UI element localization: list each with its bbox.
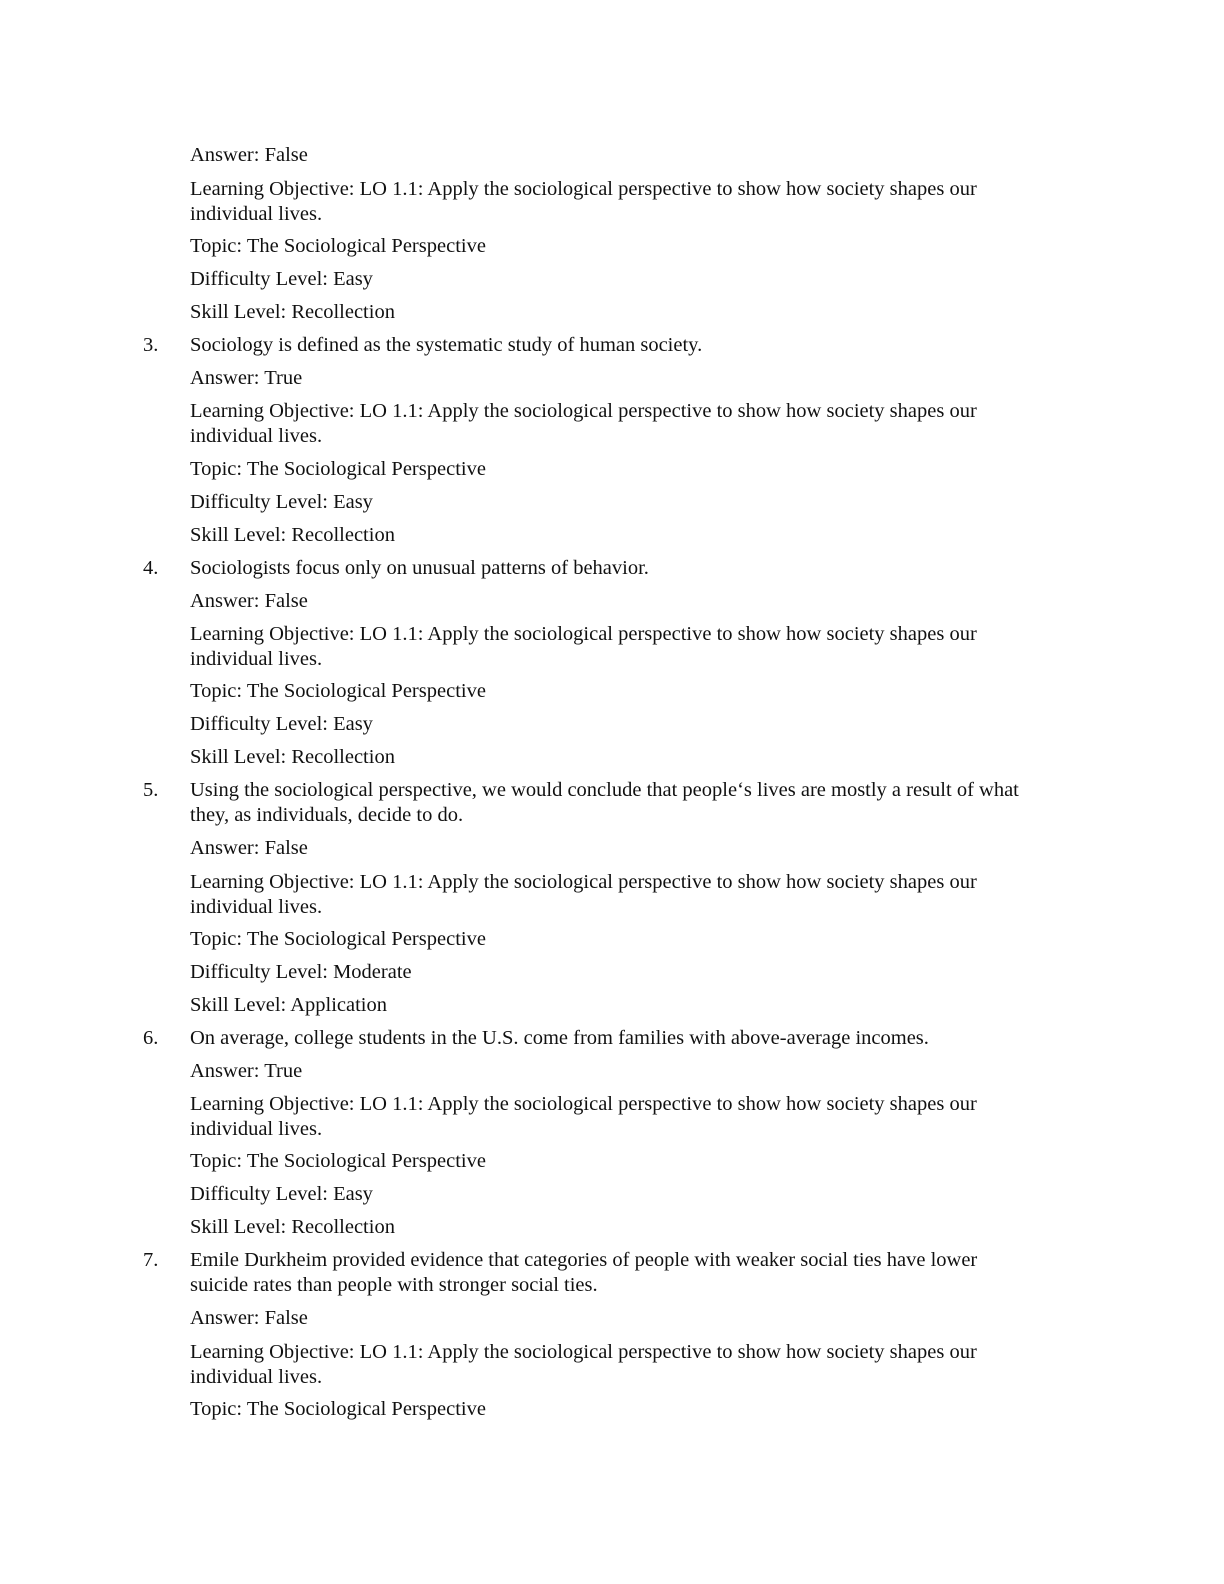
question-text: Sociology is defined as the systematic study of human society. [190, 334, 703, 356]
question-number: 3. [143, 334, 159, 356]
question-text: Emile Durkheim provided evidence that categories of people with weaker social ties have lower suicide rates than people with stronger social ties. [190, 1249, 978, 1296]
question-skill: Skill Level: Recollection [190, 746, 395, 768]
question-learning-objective: Learning Objective: LO 1.1: Apply the sociological perspective to show how society shapes our individual lives. [190, 400, 977, 447]
question-answer: Answer: True [190, 367, 303, 389]
question-skill: Skill Level: Application [190, 994, 388, 1016]
question-answer: Answer: False [190, 837, 308, 859]
question-difficulty: Difficulty Level: Easy [190, 1183, 373, 1205]
question-learning-objective: Learning Objective: LO 1.1: Apply the sociological perspective to show how society shapes our individual lives. [190, 871, 977, 918]
question-difficulty: Difficulty Level: Easy [190, 713, 373, 735]
question-topic: Topic: The Sociological Perspective [190, 680, 486, 702]
question-topic: Topic: The Sociological Perspective [190, 928, 486, 950]
continuation-difficulty: Difficulty Level: Easy [190, 268, 373, 290]
question-learning-objective: Learning Objective: LO 1.1: Apply the sociological perspective to show how society shapes our individual lives. [190, 1341, 977, 1388]
question-number: 6. [143, 1027, 159, 1049]
question-difficulty: Difficulty Level: Moderate [190, 961, 412, 983]
continuation-answer: Answer: False [190, 144, 308, 166]
question-answer: Answer: False [190, 590, 308, 612]
question-topic: Topic: The Sociological Perspective [190, 458, 486, 480]
question-skill: Skill Level: Recollection [190, 1216, 395, 1238]
question-number: 5. [143, 779, 159, 801]
question-learning-objective: Learning Objective: LO 1.1: Apply the sociological perspective to show how society shapes our individual lives. [190, 1093, 977, 1140]
question-difficulty: Difficulty Level: Easy [190, 491, 373, 513]
continuation-topic: Topic: The Sociological Perspective [190, 235, 486, 257]
question-number: 7. [143, 1249, 159, 1271]
question-number: 4. [143, 557, 159, 579]
continuation-skill: Skill Level: Recollection [190, 301, 395, 323]
question-text: On average, college students in the U.S. come from families with above-average incomes. [190, 1027, 929, 1049]
question-text: Using the sociological perspective, we would conclude that people‘s lives are mostly a result of what they, as individuals, decide to do. [190, 779, 1019, 826]
question-text: Sociologists focus only on unusual patterns of behavior. [190, 557, 649, 579]
question-topic: Topic: The Sociological Perspective [190, 1150, 486, 1172]
continuation-learning-objective: Learning Objective: LO 1.1: Apply the sociological perspective to show how society shapes our individual lives. [190, 178, 977, 225]
question-topic: Topic: The Sociological Perspective [190, 1398, 486, 1420]
question-learning-objective: Learning Objective: LO 1.1: Apply the sociological perspective to show how society shapes our individual lives. [190, 623, 977, 670]
question-skill: Skill Level: Recollection [190, 524, 395, 546]
question-answer: Answer: False [190, 1307, 308, 1329]
question-answer: Answer: True [190, 1060, 303, 1082]
